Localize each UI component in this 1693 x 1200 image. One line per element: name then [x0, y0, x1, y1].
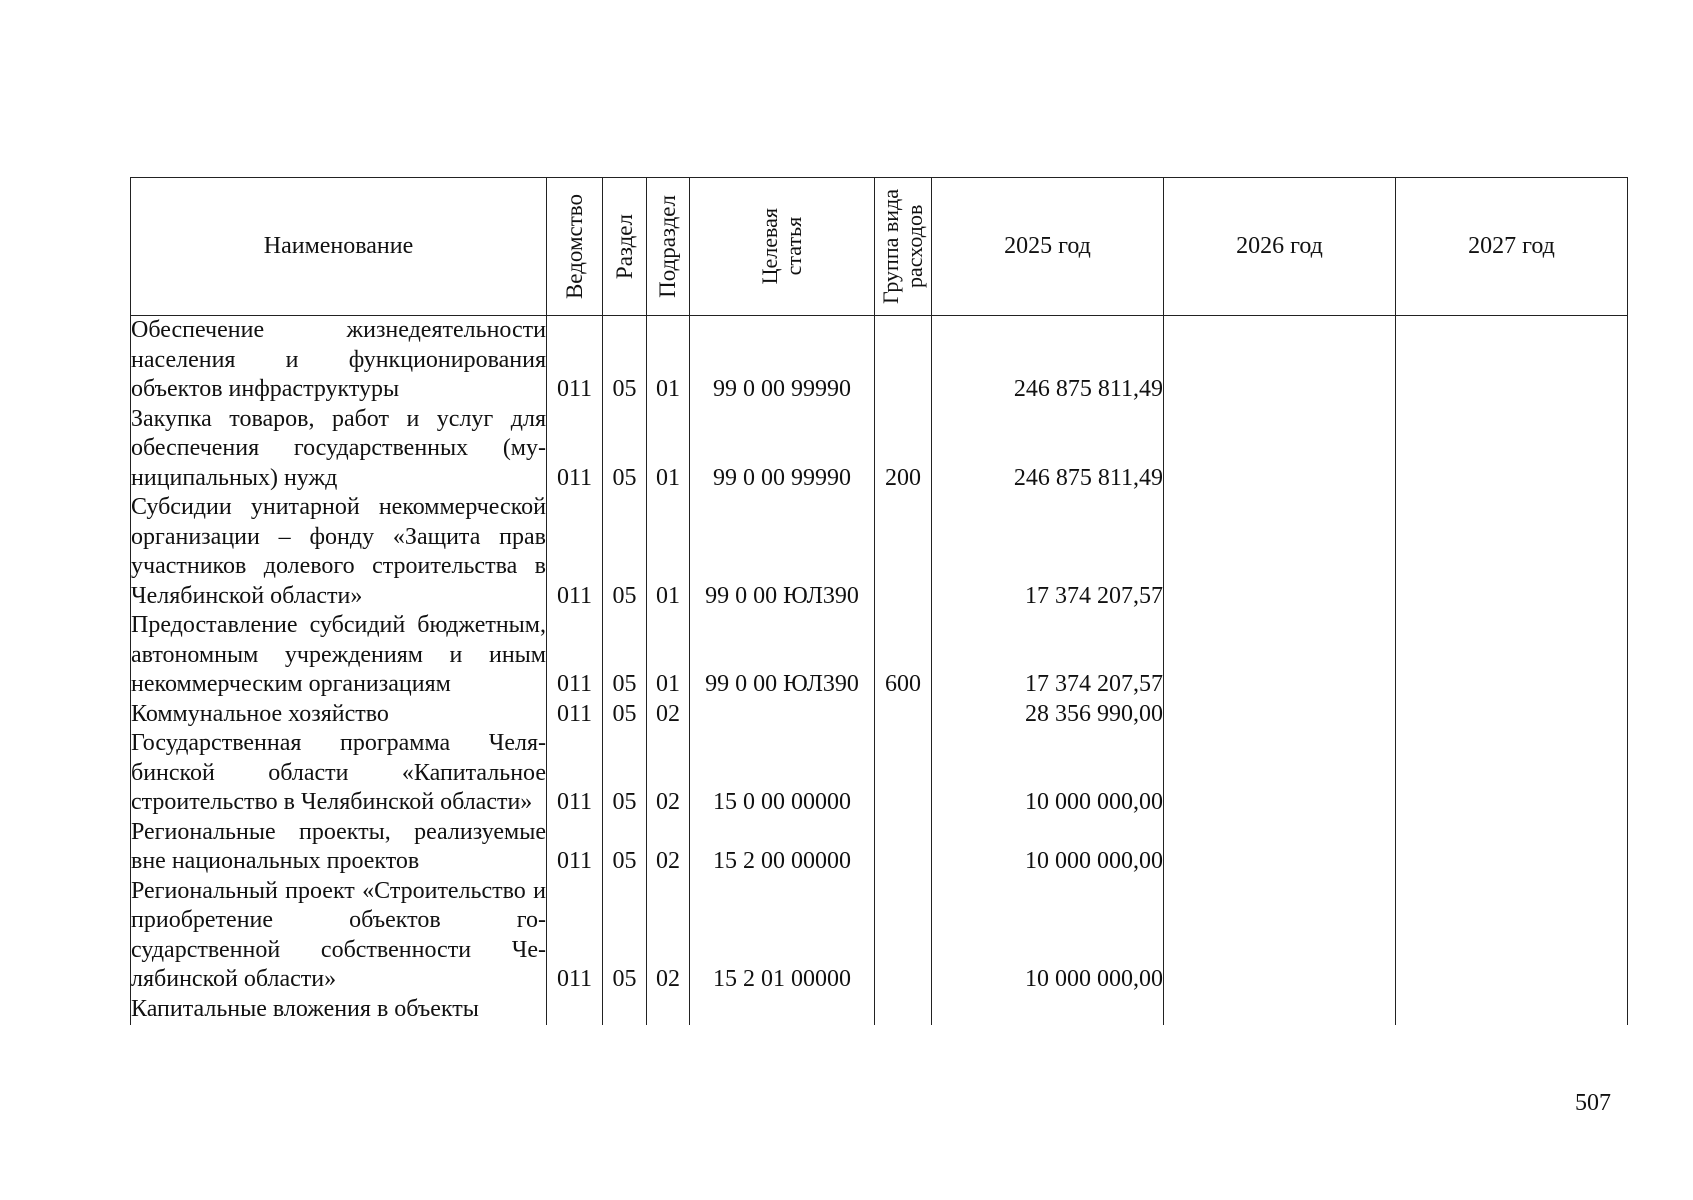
row-podrazdel: 01 [647, 493, 690, 611]
row-razdel: 05 [603, 611, 647, 700]
header-2027: 2027 год [1396, 178, 1628, 316]
row-razdel: 05 [603, 493, 647, 611]
page-number: 507 [1575, 1090, 1611, 1116]
row-vedomstvo: 011 [547, 316, 603, 405]
header-2025: 2025 год [932, 178, 1164, 316]
row-2025: 10 000 000,00 [932, 818, 1164, 877]
row-podrazdel: 01 [647, 611, 690, 700]
row-2026 [1164, 818, 1396, 877]
row-gruppa [875, 316, 932, 405]
row-gruppa [875, 729, 932, 818]
row-2026 [1164, 493, 1396, 611]
row-2026 [1164, 316, 1396, 405]
header-gruppa-label [879, 189, 927, 304]
row-vedomstvo: 011 [547, 700, 603, 730]
row-gruppa [875, 995, 932, 1025]
row-2025: 10 000 000,00 [932, 729, 1164, 818]
row-vedomstvo: 011 [547, 729, 603, 818]
row-name: Закупка товаров, работ и услуг для обеспечения государственных (муниципальных) нужд [131, 405, 547, 494]
row-podrazdel [647, 995, 690, 1025]
row-vedomstvo: 011 [547, 877, 603, 995]
row-2026 [1164, 877, 1396, 995]
row-podrazdel: 01 [647, 316, 690, 405]
row-podrazdel: 02 [647, 729, 690, 818]
row-razdel: 05 [603, 405, 647, 494]
header-podrazdel [647, 178, 690, 316]
row-2027 [1396, 316, 1628, 405]
row-name: Обеспечение жизнедеятельности населения и функционирования объектов инфраструктуры [131, 316, 547, 405]
row-name: Капитальные вложения в объекты [131, 995, 547, 1025]
row-2025: 17 374 207,57 [932, 611, 1164, 700]
header-razdel [603, 178, 647, 316]
row-2027 [1396, 405, 1628, 494]
row-razdel: 05 [603, 316, 647, 405]
table-row [131, 316, 1628, 405]
row-2025: 17 374 207,57 [932, 493, 1164, 611]
row-2027 [1396, 995, 1628, 1025]
row-2027 [1396, 729, 1628, 818]
row-2027 [1396, 818, 1628, 877]
row-razdel [603, 995, 647, 1025]
row-2026 [1164, 729, 1396, 818]
row-celevaya: 15 0 00 00000 [690, 729, 875, 818]
row-podrazdel: 02 [647, 700, 690, 730]
row-razdel: 05 [603, 729, 647, 818]
row-name: Государственная программа Челябинской области «Капитальное строительство в Челябинской области» [131, 729, 547, 818]
header-celevaya-line2: статья [781, 217, 806, 276]
header-gruppa-line2: расходов [902, 204, 927, 289]
table-row [131, 729, 1628, 818]
row-2027 [1396, 611, 1628, 700]
row-gruppa: 600 [875, 611, 932, 700]
row-2025: 246 875 811,49 [932, 316, 1164, 405]
header-podrazdel-label: Подраздел [655, 195, 680, 298]
row-vedomstvo: 011 [547, 818, 603, 877]
row-name: Региональный проект «Строительство и приобретение объектов государственной собственности Челябинской области» [131, 877, 547, 995]
row-gruppa [875, 818, 932, 877]
row-gruppa: 200 [875, 405, 932, 494]
table-header-row [131, 178, 1628, 316]
row-podrazdel: 01 [647, 405, 690, 494]
row-gruppa [875, 700, 932, 730]
table-row [131, 405, 1628, 494]
row-gruppa [875, 493, 932, 611]
row-celevaya: 99 0 00 ЮЛ390 [690, 611, 875, 700]
row-celevaya: 15 2 01 00000 [690, 877, 875, 995]
header-vedomstvo [547, 178, 603, 316]
row-name: Коммунальное хозяйство [131, 700, 547, 730]
row-2026 [1164, 995, 1396, 1025]
row-2025: 10 000 000,00 [932, 877, 1164, 995]
header-name: Наименование [131, 178, 547, 316]
row-celevaya [690, 700, 875, 730]
row-razdel: 05 [603, 877, 647, 995]
row-podrazdel: 02 [647, 877, 690, 995]
row-name: Предоставление субсидий бюджетным, автономным учреждениям и иным некоммерческим организациям [131, 611, 547, 700]
table-row [131, 611, 1628, 700]
row-name: Субсидии унитарной некоммерческой организации – фонду «Защита прав участников долевого строительства в Челябинской области» [131, 493, 547, 611]
row-2025 [932, 995, 1164, 1025]
row-2027 [1396, 877, 1628, 995]
row-2025: 28 356 990,00 [932, 700, 1164, 730]
header-celevaya-statya [690, 178, 875, 316]
row-vedomstvo: 011 [547, 493, 603, 611]
row-vedomstvo [547, 995, 603, 1025]
table-row [131, 493, 1628, 611]
row-celevaya: 99 0 00 99990 [690, 405, 875, 494]
table-row [131, 995, 1628, 1025]
row-2026 [1164, 405, 1396, 494]
row-name: Региональные проекты, реализуемые вне национальных проектов [131, 818, 547, 877]
header-vedomstvo-label: Ведомство [561, 193, 587, 300]
header-celevaya-line1: Целевая [757, 208, 782, 285]
row-2027 [1396, 700, 1628, 730]
header-2026: 2026 год [1164, 178, 1396, 316]
row-podrazdel: 02 [647, 818, 690, 877]
row-razdel: 05 [603, 818, 647, 877]
budget-table [130, 177, 1628, 1025]
row-celevaya: 99 0 00 99990 [690, 316, 875, 405]
row-celevaya [690, 995, 875, 1025]
row-celevaya: 99 0 00 ЮЛ390 [690, 493, 875, 611]
header-celevaya-label [758, 208, 806, 284]
row-celevaya: 15 2 00 00000 [690, 818, 875, 877]
header-gruppa-line1: Группа вида [878, 189, 903, 304]
row-2026 [1164, 700, 1396, 730]
row-2027 [1396, 493, 1628, 611]
row-2026 [1164, 611, 1396, 700]
table-row [131, 700, 1628, 730]
row-2025: 246 875 811,49 [932, 405, 1164, 494]
row-gruppa [875, 877, 932, 995]
header-gruppa-vida [875, 178, 932, 316]
table-row [131, 877, 1628, 995]
row-razdel: 05 [603, 700, 647, 730]
header-razdel-label: Раздел [611, 213, 637, 280]
row-vedomstvo: 011 [547, 611, 603, 700]
row-vedomstvo: 011 [547, 405, 603, 494]
table-row [131, 818, 1628, 877]
